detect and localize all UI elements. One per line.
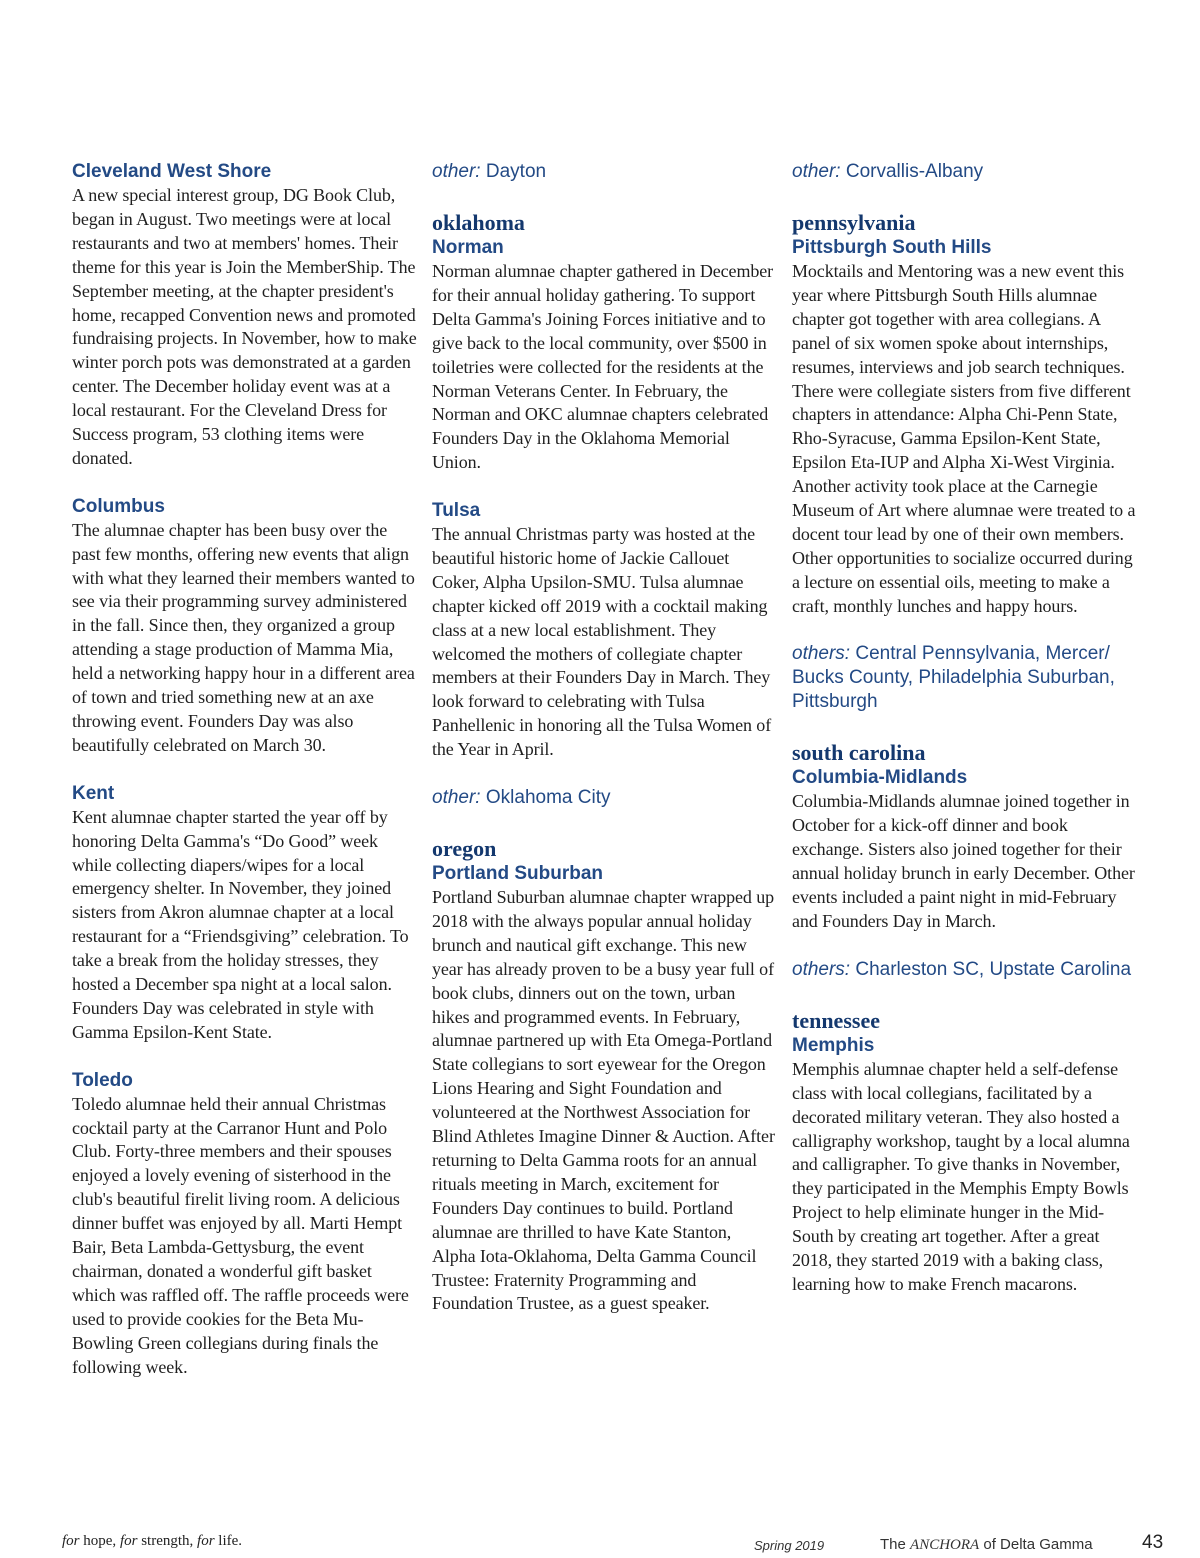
section-body-kent: Kent alumnae chapter started the year off by honoring Delta Gamma's “Do Good” week while collecting diapers/wipes for a local emergency shelter. In November, they joined sisters from Akron alumnae chapter at a local restaurant for a “Friendsgiving” celebration. To take a break from the holiday stresses, they hosted a December spa night at a local salon. Founders Day was celebrated in style with Gamma Epsilon-Kent State. bbox=[72, 806, 409, 1042]
other-value: Corvallis-Albany bbox=[845, 161, 984, 182]
footer-season: Spring 2019 bbox=[754, 1538, 825, 1553]
column-2 bbox=[432, 160, 777, 1340]
tagline-hope: hope, bbox=[83, 1533, 117, 1549]
section-body-pittsburgh-south-hills: Mocktails and Mentoring was a new event this year where Pittsburgh South Hills alumnae chapter got together with area collegians. A panel of six women spoke about internships, resumes, interviews and job search techniques. There were collegiate sisters from five different chapters in attendance: Alpha Chi-Penn State, Rho-Syracuse, Gamma Epsilon-Kent State, Epsilon Eta-IUP and Alpha Xi-West Virginia. Another activity took place at the Carnegie Museum of Art where alumnae were treated to a docent tour lead by one of their own members. Other opportunities to socialize occurred during a lecture on essential oils, meeting to make a craft, monthly lunches and happy hours. bbox=[792, 261, 1136, 616]
others-label: others: bbox=[792, 643, 851, 665]
column-3 bbox=[792, 160, 1137, 1321]
tagline-strength: strength, bbox=[141, 1533, 194, 1549]
others-south-carolina bbox=[792, 958, 1137, 982]
section-title-norman: Norman bbox=[432, 237, 504, 258]
state-heading-south-carolina: south carolina bbox=[792, 740, 926, 766]
others-pennsylvania bbox=[792, 642, 1137, 714]
magazine-the: The bbox=[880, 1536, 906, 1553]
state-heading-pennsylvania: pennsylvania bbox=[792, 210, 916, 235]
other-oklahoma-city bbox=[432, 786, 777, 810]
footer-magazine-title bbox=[880, 1536, 1093, 1554]
section-body-tulsa: The annual Christmas party was hosted at the beautiful historic home of Jackie Callouet Coker, Alpha Upsilon-SMU. Tulsa alumnae chapter kicked off 2019 with a cocktail making class at a new local establishment. They welcomed the mothers of collegiate chapter members at their Founders Day in March. They look forward to celebrating with Tulsa Panhellenic in honoring all the Tulsa Women of the Year in April. bbox=[432, 524, 772, 760]
section-title-kent: Kent bbox=[72, 782, 115, 804]
section-body-columbia-midlands: Columbia-Midlands alumnae joined together in October for a kick-off dinner and book exchange. Sisters also joined together for their annual holiday brunch in early December. Other events included a paint night in mid-February and Founders Day in March. bbox=[792, 791, 1135, 932]
other-label: other: bbox=[432, 161, 481, 182]
section-body-norman: Norman alumnae chapter gathered in December for their annual holiday gathering. To support Delta Gamma's Joining Forces initiative and to give back to the local community, over $500 in toiletries were collected for the residents at the Norman Veterans Center. In February, the Norman and OKC alumnae chapters celebrated Founders Day in the Oklahoma Memorial Union. bbox=[432, 261, 774, 473]
section-body-toledo: Toledo alumnae held their annual Christmas cocktail party at the Carranor Hunt and Polo Club. Forty-three members and their spouses enjoyed a lovely evening of sisterhood in the club's beautiful firelit living room. A delicious dinner buffet was enjoyed by all. Marti Hempt Bair, Beta Lambda-Gettysburg, the event chairman, donated a wonderful gift basket which was raffled off. The raffle proceeds were used to provide cookies for the Beta Mu-Bowling Green collegians during finals the following week. bbox=[72, 1093, 409, 1377]
section-body-cleveland-west-shore: A new special interest group, DG Book Club, began in August. Two meetings were at local restaurants and two at members' homes. Their theme for this year is Join the MemberShip. The September meeting, at the chapter president's home, recapped Convention news and promoted fundraising projects. In November, how to make winter porch pots was demonstrated at a garden center. The December holiday event was at a local restaurant. For the Cleveland Dress for Success program, 53 clothing items were donated. bbox=[72, 185, 417, 468]
tagline-life: life. bbox=[218, 1533, 243, 1549]
tagline-for: for bbox=[62, 1533, 80, 1549]
section-body-memphis: Memphis alumnae chapter held a self-defense class with local collegians, facilitated by a decorated military veteran. They also hosted a calligraphy workshop, taught by a local alumna and calligrapher. To give thanks in November, they participated in the Memphis Empty Bowls Project to help eliminate hunger in the Mid-South by creating art together. After a great 2018, they started 2019 with a baking class, learning how to make French macarons. bbox=[792, 1058, 1130, 1294]
others-value: Charleston SC, Upstate Carolina bbox=[855, 958, 1132, 980]
magazine-anchora: ANCHORA bbox=[910, 1537, 980, 1553]
state-heading-oklahoma: oklahoma bbox=[432, 210, 525, 235]
footer-tagline bbox=[62, 1533, 242, 1550]
tagline-for: for bbox=[119, 1533, 138, 1549]
other-label: other: bbox=[432, 787, 481, 808]
section-title-toledo: Toledo bbox=[72, 1069, 133, 1091]
magazine-rest: of Delta Gamma bbox=[983, 1536, 1093, 1553]
tagline-for: for bbox=[197, 1533, 215, 1549]
section-title-portland-suburban: Portland Suburban bbox=[432, 863, 603, 884]
section-title-columbia-midlands: Columbia-Midlands bbox=[792, 767, 968, 789]
section-title-memphis: Memphis bbox=[792, 1034, 875, 1056]
section-body-portland-suburban: Portland Suburban alumnae chapter wrapped up 2018 with the always popular annual holiday brunch and nautical gift exchange. This new year has already proven to be a busy year full of book clubs, dinners out on the town, urban hikes and programmed events. In February, alumnae partnered up with Eta Omega-Portland State collegians to sort eyewear for the Oregon Lions Hearing and Sight Foundation and volunteered at the Northwest Association for Blind Athletes Imagine Dinner & Auction. After returning to Delta Gamma roots for an annual rituals meeting in March, excitement for Founders Day continues to build. Portland alumnae are thrilled to have Kate Stanton, Alpha Iota-Oklahoma, Delta Gamma Council Trustee: Fraternity Programming and Foundation Trustee, as a guest speaker. bbox=[432, 887, 775, 1314]
other-value: Oklahoma City bbox=[485, 787, 611, 808]
state-heading-tennessee: tennessee bbox=[792, 1007, 880, 1033]
other-value: Dayton bbox=[485, 161, 547, 182]
section-title-pittsburgh-south-hills: Pittsburgh South Hills bbox=[792, 237, 992, 258]
section-title-tulsa: Tulsa bbox=[432, 500, 481, 522]
section-body-columbus: The alumnae chapter has been busy over the past few months, offering new events that align with what they learned their members wanted to see via their programming survey administered in the fall. Since then, they organized a group attending a stage production of Mamma Mia, held a networking happy hour in a different area of town and tried something new at an axe throwing event. Founders Day was also beautifully celebrated on March 30. bbox=[72, 519, 415, 755]
section-title-columbus: Columbus bbox=[72, 495, 165, 517]
other-dayton bbox=[432, 160, 777, 184]
column-1 bbox=[72, 160, 417, 1403]
section-title-cleveland-west-shore: Cleveland West Shore bbox=[72, 161, 272, 182]
other-label: other: bbox=[792, 161, 841, 182]
other-corvallis-albany bbox=[792, 160, 1137, 184]
others-value: Central Pennsylvania, Mercer/ Bucks County, Philadelphia Suburban, Pittsburgh bbox=[792, 643, 1115, 713]
others-label: others: bbox=[792, 958, 851, 980]
page-number: 43 bbox=[1142, 1532, 1164, 1553]
state-heading-oregon: oregon bbox=[432, 836, 497, 861]
